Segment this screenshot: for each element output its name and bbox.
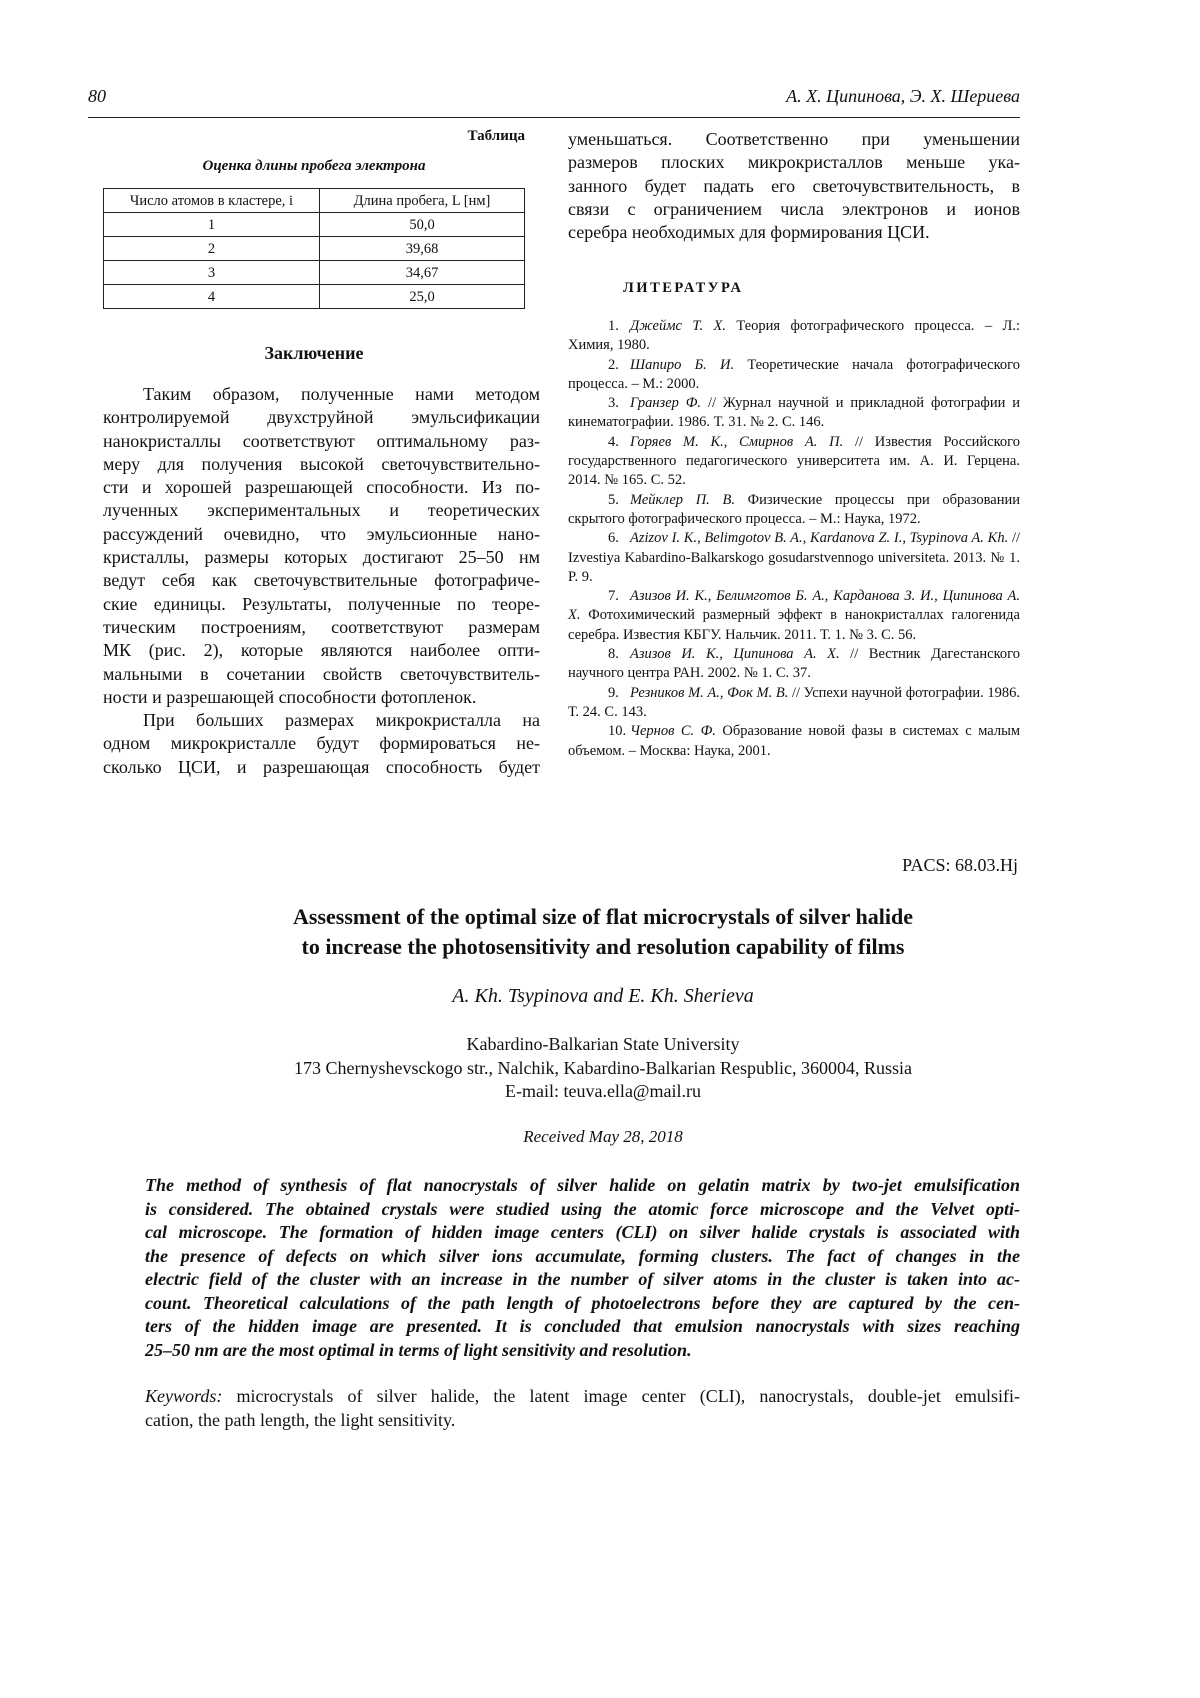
text-line: is considered. The obtained crystals were studied using the atomic force microscope and the Velvet opti-: [145, 1198, 1020, 1222]
text-line: тическим построениям, соответствуют размерам: [103, 616, 540, 639]
text-line: уменьшаться. Соответственно при уменьшении: [568, 128, 1020, 151]
reference-item: [568, 684, 1020, 723]
reference-details: Физические процессы при образовании скрытого фотографического процесса. – М.: Наука, 1972.: [568, 492, 1020, 527]
table-row: [104, 237, 525, 261]
reference-number: 1.: [608, 317, 630, 336]
page-number: 80: [88, 86, 106, 107]
text-line: electric field of the cluster with an increase in the number of silver atoms in the cluster is taken into ac-: [145, 1268, 1020, 1292]
table-cell: 4: [104, 285, 320, 309]
table-row: [104, 261, 525, 285]
reference-item: [568, 529, 1020, 587]
text-line: кристаллы, размеры которых достигают 25–50 нм: [103, 546, 540, 569]
reference-number: 3.: [608, 394, 630, 413]
keywords-text: cation, the path length, the light sensitivity.: [145, 1409, 1020, 1433]
text-line: серебра необходимых для формирования ЦСИ.: [568, 221, 1020, 244]
table-caption: Оценка длины пробега электрона: [103, 158, 525, 175]
text-line: связи с ограничением числа электронов и ионов: [568, 198, 1020, 221]
reference-item: [568, 317, 1020, 356]
conclusion-right-column: [568, 128, 1020, 244]
table-row: [104, 213, 525, 237]
text-line: ведут себя как светочувствительные фотографиче-: [103, 569, 540, 592]
reference-number: 4.: [608, 433, 630, 452]
text-line: занного будет падать его светочувствительность, в: [568, 175, 1020, 198]
text-line: Таким образом, полученные нами методом: [103, 383, 540, 406]
text-line: размеров плоских микрокристаллов меньше ука-: [568, 151, 1020, 174]
table-label: Таблица: [103, 128, 525, 145]
keywords-label: Keywords:: [145, 1386, 222, 1406]
reference-authors: Азизов И. К., Белимготов Б. А., Карданова З. И., Ципинова А. Х.: [568, 588, 1020, 623]
text-line: одном микрокристалле будут формироваться не-: [103, 732, 540, 755]
text-line: the presence of defects on which silver ions accumulate, forming clusters. The fact of changes in the: [145, 1245, 1020, 1269]
reference-details: // Успехи научной фотографии. 1986. Т. 24. С. 143.: [568, 685, 1020, 720]
keywords: [145, 1385, 1020, 1432]
reference-authors: Azizov I. K., Belimgotov B. A., Kardanova Z. I., Tsypinova A. Kh.: [630, 530, 1008, 546]
table-cell: 25,0: [320, 285, 525, 309]
reference-item: [568, 356, 1020, 395]
table-cell: 1: [104, 213, 320, 237]
conclusion-heading: Заключение: [88, 343, 540, 364]
title-line: to increase the photosensitivity and resolution capability of films: [88, 932, 1118, 962]
text-line: контролируемой двухструйной эмульсификации: [103, 406, 540, 429]
text-line: ности и разрешающей способности фотопленок.: [103, 686, 540, 709]
electron-path-table: [103, 188, 525, 309]
reference-number: 7.: [608, 587, 630, 606]
text-line: ские единицы. Результаты, полученные по теоре-: [103, 593, 540, 616]
reference-details: Теоретические начала фотографического процесса. – М.: 2000.: [568, 357, 1020, 392]
text-line: cal microscope. The formation of hidden image centers (CLI) on silver halide crystals is associated with: [145, 1221, 1020, 1245]
text-line: 25–50 nm are the most optimal in terms of light sensitivity and resolution.: [145, 1339, 1020, 1363]
reference-number: 9.: [608, 684, 630, 703]
text-line: лученных экспериментальных и теоретических: [103, 499, 540, 522]
table-cell: 3: [104, 261, 320, 285]
reference-number: 5.: [608, 491, 630, 510]
reference-details: // Вестник Дагестанского научного центра РАН. 2002. № 1. С. 37.: [568, 646, 1020, 681]
reference-authors: Шапиро Б. И.: [630, 357, 734, 373]
title-line: Assessment of the optimal size of flat microcrystals of silver halide: [88, 902, 1118, 932]
text-line: рассуждений очевидно, что эмульсионные нано-: [103, 523, 540, 546]
references-list: [568, 317, 1020, 761]
english-title: [88, 902, 1118, 962]
email-line: E-mail: teuva.ella@mail.ru: [88, 1080, 1118, 1104]
reference-authors: Резников М. А., Фок М. В.: [630, 685, 788, 701]
reference-details: // Известия Российского государственного педагогического университета им. А. И. Герцена. 2014. № 165. С. 52.: [568, 434, 1020, 489]
reference-item: [568, 491, 1020, 530]
reference-number: 2.: [608, 356, 630, 375]
reference-number: 6.: [608, 529, 630, 548]
reference-authors: Горяев М. К., Смирнов А. П.: [630, 434, 843, 450]
abstract: [145, 1174, 1020, 1362]
reference-details: // Журнал научной и прикладной фотографии и кинематографии. 1986. Т. 31. № 2. С. 146.: [568, 395, 1020, 430]
reference-authors: Мейклер П. В.: [630, 492, 735, 508]
reference-number: 10.: [608, 722, 630, 741]
table-cell: 50,0: [320, 213, 525, 237]
reference-item: [568, 722, 1020, 761]
keywords-text: microcrystals of silver halide, the latent image center (CLI), nanocrystals, double-jet emulsifi-: [222, 1386, 1020, 1406]
reference-authors: Чернов С. Ф.: [630, 723, 716, 739]
text-line: сти и хорошей разрешающей способности. Из по-: [103, 476, 540, 499]
conclusion-left-column: [103, 383, 540, 779]
table-row: [104, 285, 525, 309]
received-date: Received May 28, 2018: [88, 1127, 1118, 1147]
reference-details: Теория фотографического процесса. – Л.: Химия, 1980.: [568, 318, 1020, 353]
reference-item: [568, 645, 1020, 684]
affiliation: [88, 1033, 1118, 1104]
reference-authors: Азизов И. К., Ципинова А. Х.: [630, 646, 840, 662]
text-line: При больших размерах микрокристалла на: [103, 709, 540, 732]
reference-item: [568, 587, 1020, 645]
reference-details: Образование новой фазы в системах с малым объемом. – Москва: Наука, 2001.: [568, 723, 1020, 758]
reference-authors: Джеймс Т. Х.: [630, 318, 726, 334]
reference-item: [568, 394, 1020, 433]
pacs-code: PACS: 68.03.Hj: [902, 855, 1018, 876]
text-line: The method of synthesis of flat nanocrystals of silver halide on gelatin matrix by two-jet emulsification: [145, 1174, 1020, 1198]
reference-details: // Izvestiya Kabardino-Balkarskogo gosudarstvennogo universiteta. 2013. № 1. P. 9.: [568, 530, 1020, 585]
text-line: меру для получения высокой светочувствительно-: [103, 453, 540, 476]
references-heading: ЛИТЕРАТУРА: [623, 280, 743, 297]
text-line: мальными в сочетании свойств светочувствитель-: [103, 663, 540, 686]
text-line: count. Theoretical calculations of the path length of photoelectrons before they are captured by the cen-: [145, 1292, 1020, 1316]
affiliation-line: 173 Chernyshevsckogo str., Nalchik, Kabardino-Balkarian Respublic, 360004, Russia: [88, 1057, 1118, 1081]
text-line: нанокристаллы соответствуют оптимальному раз-: [103, 430, 540, 453]
reference-number: 8.: [608, 645, 630, 664]
running-header-authors: А. Х. Ципинова, Э. Х. Шериева: [786, 86, 1020, 107]
reference-details: Фотохимический размерный эффект в нанокристаллах галогенида серебра. Известия КБГУ. Нальчик. 2011. Т. 1. № 3. С. 56.: [568, 607, 1020, 642]
reference-item: [568, 433, 1020, 491]
text-line: МК (рис. 2), которые являются наиболее опти-: [103, 639, 540, 662]
table-cell: 34,67: [320, 261, 525, 285]
text-line: ters of the hidden image are presented. It is concluded that emulsion nanocrystals with sizes reaching: [145, 1315, 1020, 1339]
english-authors: A. Kh. Tsypinova and E. Kh. Sherieva: [88, 985, 1118, 1008]
affiliation-line: Kabardino-Balkarian State University: [88, 1033, 1118, 1057]
column-header: Длина пробега, L [нм]: [320, 189, 525, 213]
table-cell: 39,68: [320, 237, 525, 261]
table-header-row: [104, 189, 525, 213]
header-rule: [88, 117, 1020, 118]
reference-authors: Гранзер Ф.: [630, 395, 701, 411]
table-cell: 2: [104, 237, 320, 261]
column-header: Число атомов в кластере, i: [104, 189, 320, 213]
text-line: сколько ЦСИ, и разрешающая способность будет: [103, 756, 540, 779]
